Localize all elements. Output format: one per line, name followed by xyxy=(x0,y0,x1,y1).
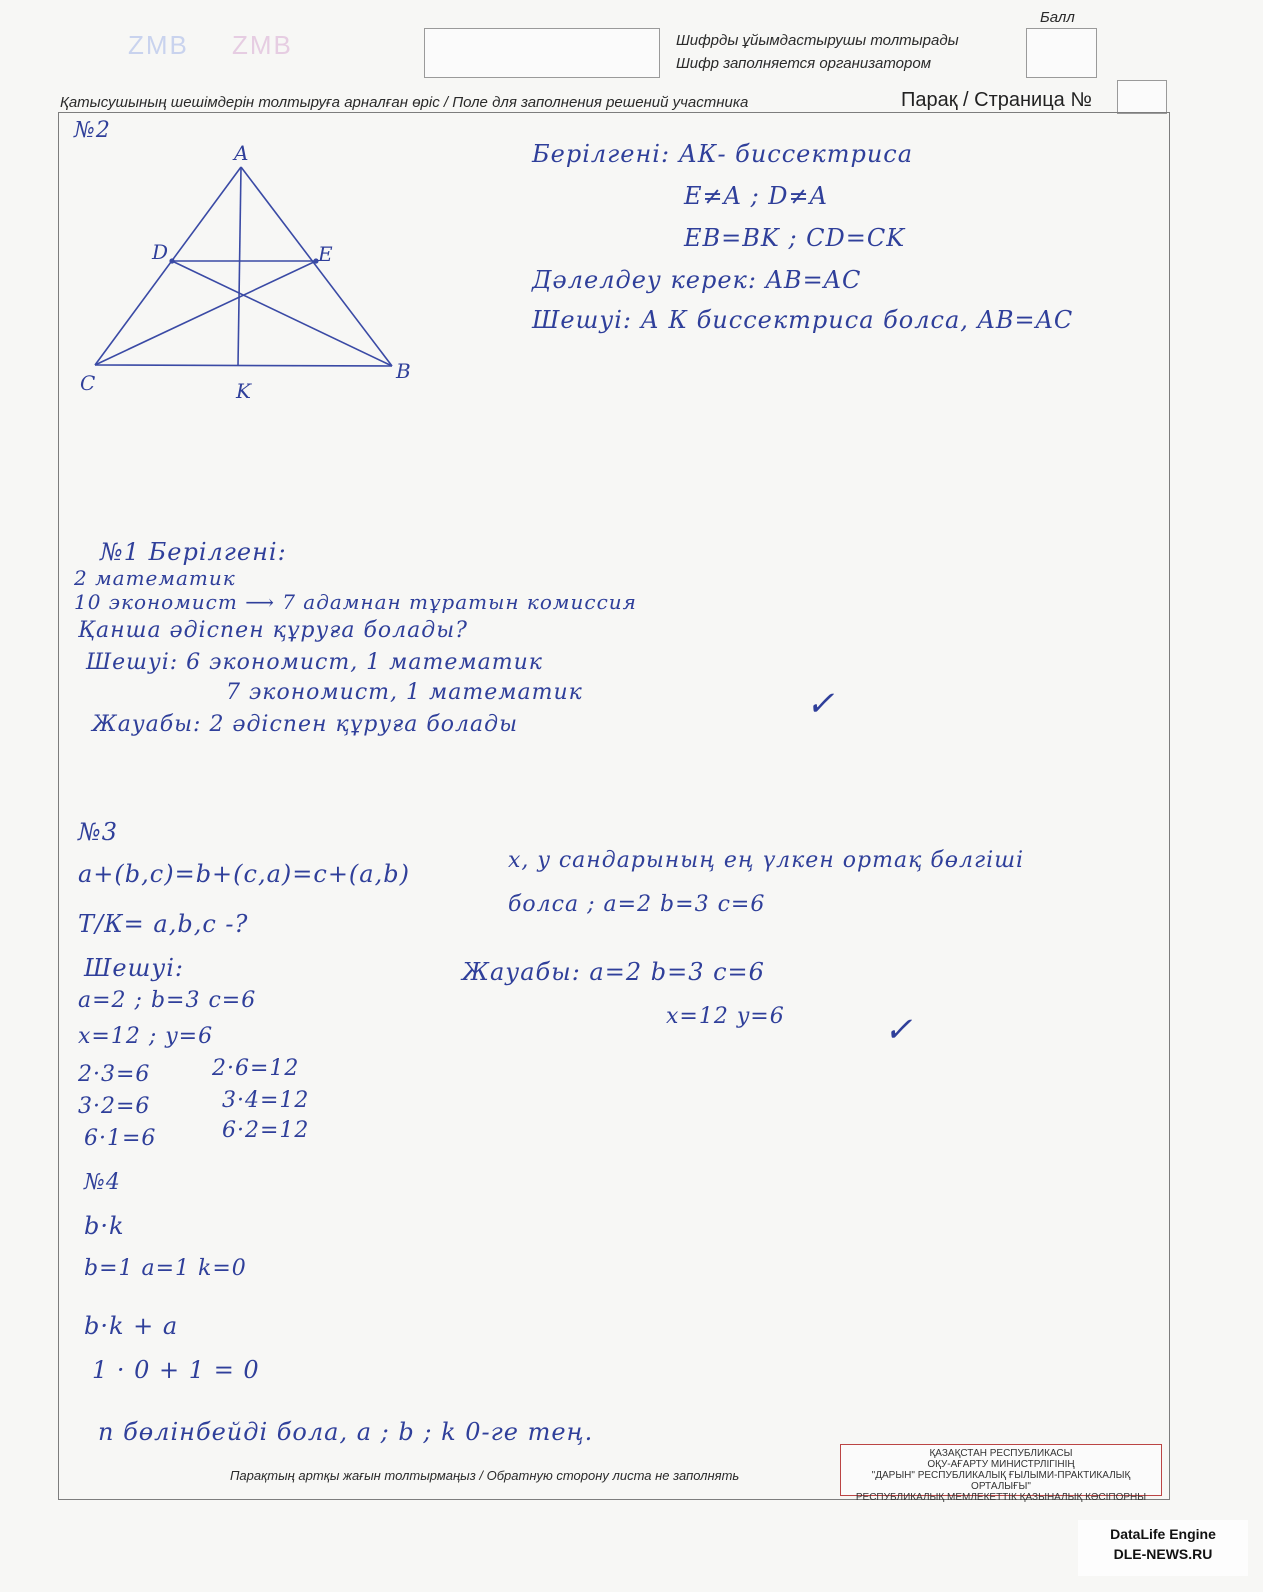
problem3-answer-2: x=12 y=6 xyxy=(666,1004,785,1029)
problem3-line-2: a+(b,c)=b+(c,a)=c+(a,b) xyxy=(78,860,410,888)
calc-right-1: 2·6=12 xyxy=(212,1056,300,1081)
side-ab xyxy=(241,167,392,366)
vertex-label-e: E xyxy=(318,242,333,266)
calc-left-2: 3·2=6 xyxy=(78,1094,151,1119)
problem2-given-2: E≠A ; D≠A xyxy=(684,182,828,210)
problem4-line-6: n бөлінбейді бола, a ; b ; k 0-ге тең. xyxy=(98,1418,594,1446)
problem3-answer-1: Жауабы: a=2 b=3 c=6 xyxy=(462,958,765,986)
score-box xyxy=(1026,28,1097,78)
side-cb xyxy=(95,365,392,366)
bisector-ak xyxy=(238,167,241,366)
watermark-logo-line-2: DLE-NEWS.RU xyxy=(1113,1546,1213,1562)
watermark-logo xyxy=(1078,1520,1248,1576)
stamp-line-4: РЕСПУБЛИКАЛЫҚ МЕМЛЕКЕТТІК ҚАЗЫНАЛЫҚ КӘСІПОРНЫ xyxy=(855,1492,1147,1503)
watermark-logo-line-1: DataLife Engine xyxy=(1110,1526,1216,1542)
vertex-label-a: A xyxy=(234,141,249,165)
stamp-line-3: "ДАРЫН" РЕСПУБЛИКАЛЫҚ ҒЫЛЫМИ-ПРАКТИКАЛЫҚ ОРТАЛЫҒЫ" xyxy=(871,1470,1131,1492)
problem4-line-4: b·k + a xyxy=(84,1312,179,1340)
side-ac xyxy=(95,167,241,365)
vertex-label-k: K xyxy=(236,379,251,403)
problem3-note-2: болса ; a=2 b=3 c=6 xyxy=(508,892,766,917)
score-label: Балл xyxy=(1040,9,1075,26)
problem2-prove: Дәлелдеу керек: AB=AC xyxy=(532,266,862,294)
problem3-line-1: №3 xyxy=(78,818,118,846)
faint-mark-1: ZMB xyxy=(128,30,189,60)
problem1-line-7: Жауабы: 2 әдіспен құруға болады xyxy=(92,712,519,737)
problem1-line-1: №1 Берілгені: xyxy=(100,538,287,566)
vertex-label-b: B xyxy=(396,359,411,383)
problem2-given: Берілгені: АК- биссектриса xyxy=(532,140,914,168)
problem4-line-1: №4 xyxy=(84,1170,121,1195)
problem2-given-3: EB=BK ; CD=CK xyxy=(684,224,906,252)
calc-right-2: 3·4=12 xyxy=(222,1088,310,1113)
official-stamp xyxy=(840,1444,1162,1503)
vertex-label-d: D xyxy=(152,240,169,264)
page-number-label: Парақ / Страница № xyxy=(901,89,1092,111)
problem4-line-3: b=1 a=1 k=0 xyxy=(84,1256,247,1281)
problem4-line-2: b·k xyxy=(84,1212,125,1240)
calc-right-3: 6·2=12 xyxy=(222,1118,310,1143)
problem2-solution: Шешуі: А К биссектриса болса, AB=AC xyxy=(532,306,1074,334)
cipher-box xyxy=(424,28,660,78)
cipher-label-kz: Шифрды ұйымдастырушы толтырады xyxy=(676,32,959,49)
problem1-line-6: 7 экономист, 1 математик xyxy=(226,680,583,705)
problem3-line-4: Шешуі: xyxy=(84,954,185,982)
problem3-line-5: a=2 ; b=3 c=6 xyxy=(78,988,257,1013)
problem1-line-3: 10 экономист ⟶ 7 адамнан тұратын комиссия xyxy=(74,590,637,614)
problem3-line-6: x=12 ; y=6 xyxy=(78,1024,214,1049)
page-number-box xyxy=(1117,80,1167,114)
problem1-line-2: 2 математик xyxy=(74,566,236,590)
calc-left-1: 2·3=6 xyxy=(78,1062,151,1087)
problem3-note-1: x, y сандарының ең үлкен ортақ бөлгіші xyxy=(508,848,1025,873)
field-title: Қатысушының шешімдерін толтыруға арналған өріс / Поле для заполнения решений участника xyxy=(60,94,749,111)
problem2-number: №2 xyxy=(74,118,111,143)
footer-note: Парақтың артқы жағын толтырмаңыз / Обратную сторону листа не заполнять xyxy=(230,1468,740,1483)
problem3-check-mark: ✓ xyxy=(884,1010,914,1050)
calc-left-3: 6·1=6 xyxy=(84,1126,157,1151)
stamp-line-2: ОҚУ-АҒАРТУ МИНИСТРЛІГІНІҢ xyxy=(927,1459,1075,1470)
problem3-line-3: Т/К= a,b,c -? xyxy=(78,910,249,938)
point-d xyxy=(169,258,174,263)
problem4-line-5: 1 · 0 + 1 = 0 xyxy=(92,1356,260,1384)
problem1-line-4: Қанша әдіспен құруға болады? xyxy=(78,618,468,643)
vertex-label-c: C xyxy=(80,371,96,395)
faint-mark-2: ZMB xyxy=(232,30,293,60)
cipher-label-ru: Шифр заполняется организатором xyxy=(676,55,931,72)
problem1-line-5: Шешуі: 6 экономист, 1 математик xyxy=(86,650,543,675)
problem1-check-mark: ✓ xyxy=(806,684,836,724)
stamp-line-1: ҚАЗАҚСТАН РЕСПУБЛИКАСЫ xyxy=(929,1448,1073,1459)
triangle-diagram xyxy=(80,140,440,410)
